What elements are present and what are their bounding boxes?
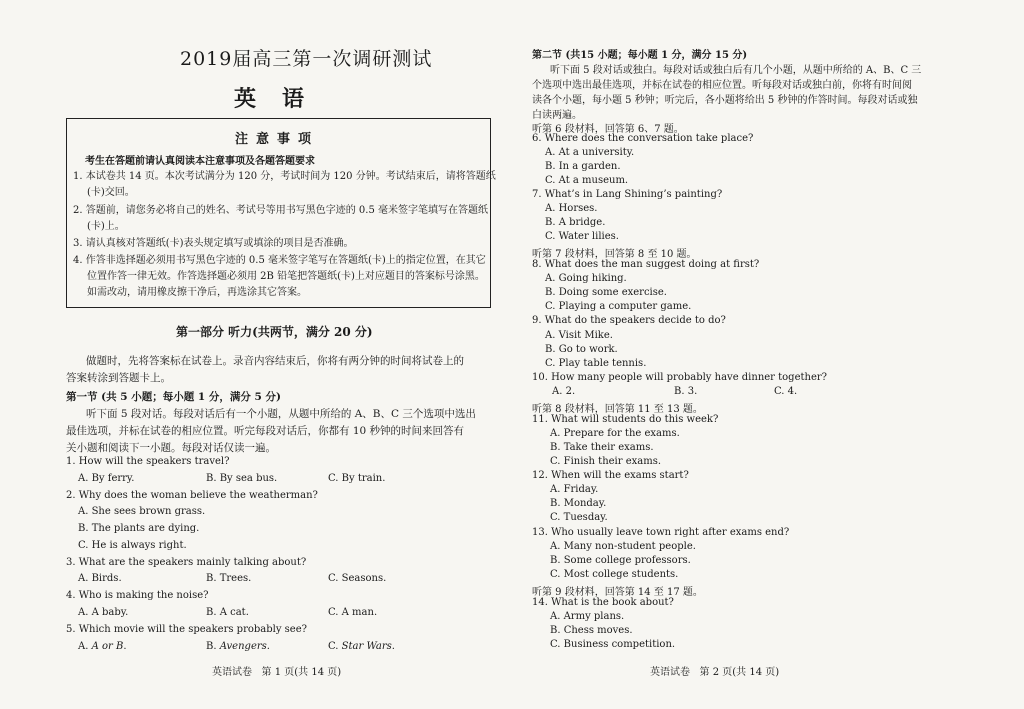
option: A. Birds. — [78, 573, 122, 584]
subject-title: 英语 — [234, 86, 331, 112]
option: B. Trees. — [206, 573, 252, 584]
section-desc-line: 听下面 5 段对话。每段对话后有一个小题，从题中所给的 A、B、C 三个选项中选出 — [86, 408, 476, 420]
material-heading: 听第 7 段材料，回答第 8 至 10 题。 — [532, 249, 697, 260]
intro-line: 答案转涂到答题卡上。 — [66, 372, 171, 384]
option-prefix: A. — [78, 641, 92, 652]
part-title: 第一部分 听力(共两节，满分 20 分) — [176, 325, 373, 339]
option: B. 3. — [674, 386, 698, 397]
option: C. A man. — [328, 607, 378, 618]
option: C. Play table tennis. — [545, 358, 647, 369]
option: B. Go to work. — [545, 344, 618, 355]
option-suffix: . — [391, 641, 395, 652]
option: A. Many non-student people. — [550, 541, 696, 552]
option: C. At a museum. — [545, 175, 629, 186]
question: 10. How many people will probably have dinner together? — [532, 372, 828, 383]
option: A. Prepare for the exams. — [550, 428, 680, 439]
notice-line: (卡)交回。 — [87, 187, 135, 198]
option: C. Water lilies. — [545, 231, 619, 242]
option-title: A or B — [91, 641, 124, 652]
option: C. Playing a computer game. — [545, 301, 692, 312]
option: C. Business competition. — [550, 639, 676, 650]
option: C. Seasons. — [328, 573, 387, 584]
option-prefix: C. — [328, 641, 342, 652]
option: A. 2. — [552, 386, 576, 397]
section-desc-line: 个选项中选出最佳选项，并标在试卷的相应位置。听每段对话或独白前，你将有时间阅 — [532, 80, 912, 91]
section-heading: 第二节 (共15 小题；每小题 1 分，满分 15 分) — [532, 50, 748, 61]
notice-line: 1. 本试卷共 14 页。本次考试满分为 120 分，考试时间为 120 分钟。考试结束后，请将答题纸 — [73, 171, 496, 182]
question: 12. When will the exams start? — [532, 470, 689, 481]
section-desc-line: 白读两遍。 — [532, 110, 582, 121]
option: B. Some college professors. — [550, 555, 691, 566]
notice-line: 3. 请认真核对答题纸(卡)表头规定填写或填涂的项目是否准确。 — [73, 238, 354, 249]
option: C. Most college students. — [550, 569, 679, 580]
option: A. By ferry. — [78, 473, 135, 484]
option: B. Doing some exercise. — [545, 287, 667, 298]
material-heading: 听第 9 段材料，回答第 14 至 17 题。 — [532, 587, 703, 598]
right-page — [512, 0, 1024, 709]
material-heading: 听第 8 段材料，回答第 11 至 13 题。 — [532, 404, 703, 415]
section-desc-line: 最佳选项，并标在试卷的相应位置。听完每段对话后，你都有 10 秒钟的时间来回答有 — [66, 425, 465, 437]
option: B. A cat. — [206, 607, 249, 618]
question: 9. What do the speakers decide to do? — [532, 315, 726, 326]
exam-title: 2019届高三第一次调研测试 — [180, 48, 433, 70]
option: A. A baby. — [78, 607, 129, 618]
option-prefix: B. — [206, 641, 220, 652]
option: A. Going hiking. — [545, 273, 627, 284]
option: B. Monday. — [550, 498, 607, 509]
page-footer: 英语试卷 第 1 页(共 14 页) — [212, 667, 342, 678]
notice-title: 注意事项 — [235, 132, 320, 147]
option: C. By train. — [328, 473, 386, 484]
notice-box — [66, 118, 496, 308]
section-desc-line: 读各个小题，每小题 5 秒钟；听完后，各小题将给出 5 秒钟的作答时间。每段对话或独 — [532, 95, 918, 106]
question: 1. How will the speakers travel? — [66, 456, 230, 467]
option: A. At a university. — [545, 147, 635, 158]
question: 2. Why does the woman believe the weatherman? — [66, 490, 318, 501]
option — [206, 641, 270, 652]
notice-line: (卡)上。 — [87, 221, 125, 232]
option: C. 4. — [774, 386, 798, 397]
notice-subtitle: 考生在答题前请认真阅读本注意事项及各题答题要求 — [85, 156, 315, 167]
question: 8. What does the man suggest doing at first? — [532, 259, 760, 270]
section-desc-line: 关小题和阅读下一小题。每段对话仅读一遍。 — [66, 442, 276, 454]
option: A. Horses. — [545, 203, 598, 214]
option: B. In a garden. — [545, 161, 621, 172]
option: B. By sea bus. — [206, 473, 278, 484]
option — [78, 641, 127, 652]
question: 5. Which movie will the speakers probably see? — [66, 624, 307, 635]
notice-line: 4. 作答非选择题必须用书写黑色字迹的 0.5 毫米签字笔写在答题纸(卡)上的指定位置，在其它 — [73, 255, 486, 266]
option: A. Visit Mike. — [545, 330, 613, 341]
option: C. He is always right. — [78, 540, 187, 551]
option: B. A bridge. — [545, 217, 606, 228]
question: 11. What will students do this week? — [532, 414, 719, 425]
option: A. She sees brown grass. — [78, 506, 206, 517]
option — [328, 641, 395, 652]
question: 4. Who is making the noise? — [66, 590, 209, 601]
notice-line: 如需改动，请用橡皮擦干净后，再选涂其它答案。 — [87, 287, 307, 298]
option: C. Tuesday. — [550, 512, 608, 523]
option-suffix: . — [266, 641, 270, 652]
option: C. Finish their exams. — [550, 456, 662, 467]
material-heading: 听第 6 段材料，回答第 6、7 题。 — [532, 124, 684, 135]
option: A. Army plans. — [550, 611, 625, 622]
intro-line: 做题时，先将答案标在试卷上。录音内容结束后，你将有两分钟的时间将试卷上的 — [86, 355, 464, 367]
question: 6. Where does the conversation take place? — [532, 133, 754, 144]
section-desc-line: 听下面 5 段对话或独白。每段对话或独白后有几个小题，从题中所给的 A、B、C 三 — [550, 65, 922, 76]
question: 3. What are the speakers mainly talking about? — [66, 557, 307, 568]
option: B. The plants are dying. — [78, 523, 200, 534]
option-title: Avengers — [219, 641, 267, 652]
notice-line: 位置作答一律无效。作答选择题必须用 2B 铅笔把答题纸(卡)上对应题目的答案标号涂黑。 — [87, 271, 485, 282]
option-suffix: . — [123, 641, 127, 652]
notice-line: 2. 答题前，请您务必将自己的姓名、考试号等用书写黑色字迹的 0.5 毫米签字笔填写在答题纸 — [73, 205, 488, 216]
option: B. Chess moves. — [550, 625, 633, 636]
question: 13. Who usually leave town right after exams end? — [532, 527, 790, 538]
option: B. Take their exams. — [550, 442, 654, 453]
section-heading: 第一节 (共 5 小题；每小题 1 分，满分 5 分) — [66, 391, 281, 403]
option-title: Star Wars — [341, 641, 392, 652]
option: A. Friday. — [550, 484, 599, 495]
page-footer: 英语试卷 第 2 页(共 14 页) — [650, 667, 780, 678]
question: 7. What’s in Lang Shining’s painting? — [532, 189, 723, 200]
question: 14. What is the book about? — [532, 597, 674, 608]
